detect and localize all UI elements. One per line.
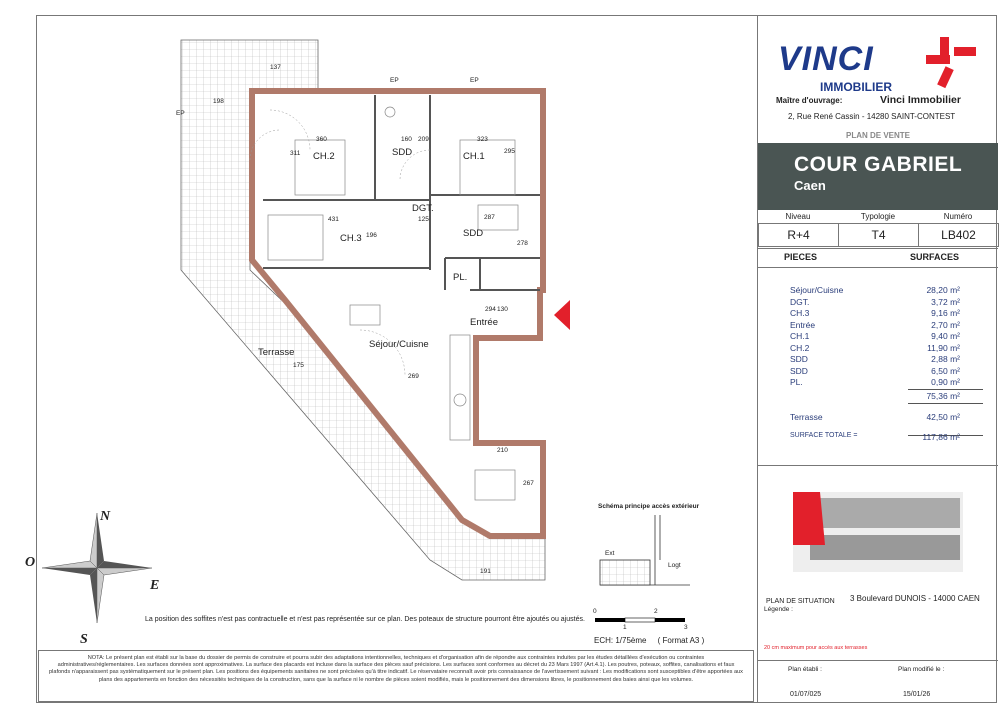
dim-294: 294 (485, 306, 496, 313)
legend-title: Légende : (764, 606, 793, 613)
surfaces-heading: SURFACES (910, 252, 960, 262)
dim-360: 360 (316, 136, 327, 143)
dim-287: 287 (484, 214, 495, 221)
room-row: CH.2 11,90 m² (790, 342, 960, 353)
situation-address: 3 Boulevard DUNOIS - 14000 CAEN (850, 594, 980, 603)
compass-e: E (150, 578, 160, 593)
scale-0: 0 (593, 608, 597, 615)
room-label-sdd2: SDD (463, 228, 484, 239)
room-label-sejour: Séjour/Cuisne (369, 339, 429, 350)
room-label-pl: PL. (453, 272, 468, 283)
dim-160: 160 (401, 136, 412, 143)
svg-text:IMMOBILIER: IMMOBILIER (820, 80, 892, 94)
room-row: SDD 2,88 m² (790, 354, 960, 364)
project-banner (758, 143, 998, 210)
scale-3: 3 (684, 624, 688, 631)
schema-title: Schéma principe accès extérieur (598, 503, 700, 510)
info-table (758, 211, 998, 247)
room-label-ch3: CH.3 (340, 233, 362, 244)
room-row: CH.1 9,40 m² (790, 331, 960, 341)
dim-295: 295 (504, 148, 515, 155)
compass-rose (42, 513, 152, 623)
dim-278: 278 (517, 240, 528, 247)
surfaces-header (758, 248, 998, 268)
schema-logt: Logt (668, 562, 681, 569)
compass-s: S (80, 632, 88, 647)
dim-198: 198 (213, 98, 224, 105)
dim-210: 210 (497, 447, 508, 454)
situation-label: PLAN DE SITUATION (766, 598, 835, 605)
owner-address: 2, Rue René Cassin - 14280 SAINT-CONTEST (788, 112, 956, 121)
room-row: SDD 6,50 m² (790, 365, 960, 376)
room-label-entree: Entrée (470, 317, 498, 328)
scale-bar (595, 618, 685, 622)
scale-label: ECH: 1/75ème ( Format A3 ) (594, 636, 705, 645)
room-label-dgt: DGT. (412, 203, 434, 214)
room-label-sdd1: SDD (392, 147, 413, 158)
scale-2: 2 (654, 608, 658, 615)
info-niveau: R+4 (758, 223, 839, 247)
dim-130: 130 (497, 306, 508, 313)
disclaimer-box: NOTA: Le présent plan est établi sur la base du dossier de permis de construire et pourra subir des adaptations intentionnelles, techniques et d'organisation afin de répondre aux contraintes induites par les études détaillées d'exécution ou contraintes administratives/réglementaires. Les surfaces données sont approximatives. La surface des placards est incluse dans la surface des pièces sauf précisions. Les surfaces sont conformes au décret du 23 Mars 1997 (Art.4.1). Les poutres, poteaux, soffites, canalisations et faux plafonds n'apparaissent pas systématiquement sur le présent plan. Les positions des équipements sanitaires ne sont précisées qu'à titre indicatif. Le réservataire reconnaît avoir pris connaissance de l'avertissement suivant : Les modifications sont susceptibles d'être apportées aux plans des appartements en fonction des nécessités techniques de la construction, sans que la surface ni le nombre de pièces soient modifiés, mais le positionnement des dimensions libres, le positionnement des baies ainsi que les volumes. (38, 650, 754, 702)
project-name: COUR GABRIEL (794, 153, 963, 176)
plan-established-date: 01/07/025 (790, 691, 822, 698)
dim-431: 431 (328, 216, 339, 223)
owner-label: Maître d'ouvrage: (776, 96, 843, 105)
compass-o: O (25, 555, 36, 570)
dim-ep3: EP (176, 110, 185, 117)
dim-267: 267 (523, 480, 534, 487)
dim-196: 196 (366, 232, 377, 239)
room-label-terrasse: Terrasse (258, 347, 295, 358)
room-row: CH.3 9,16 m² (790, 308, 960, 318)
project-city: Caen (794, 178, 826, 193)
rooms-list (790, 285, 960, 443)
dim-269: 269 (408, 373, 419, 380)
room-label-ch1: CH.1 (463, 151, 485, 162)
compass-n: N (100, 509, 111, 524)
info-header-niveau: Niveau (785, 212, 811, 221)
plan-modified-date: 15/01/26 (903, 691, 931, 698)
dim-125: 125 (418, 216, 429, 223)
room-row: PL. 0,90 m² (790, 377, 960, 387)
info-header-numero: Numéro (943, 212, 973, 221)
dim-ep1: EP (390, 77, 399, 84)
pieces-heading: PIECES (784, 252, 818, 262)
plan-modified-label: Plan modifié le : (898, 666, 945, 673)
legend-note: 20 cm maximum pour accès aux terrasses (764, 645, 868, 651)
scale-1: 1 (623, 624, 627, 631)
dim-137: 137 (270, 64, 281, 71)
dim-311: 311 (290, 150, 301, 157)
terrace-row: Terrasse 42,50 m² (790, 412, 960, 422)
soffite-note: La position des soffites n'est pas contractuelle et n'est pas représentée sur ce plan. Des poteaux de structure pourront être ajoutés ou ajustés. (145, 616, 585, 623)
info-typologie: T4 (838, 223, 919, 247)
room-row: DGT. 3,72 m² (790, 296, 960, 307)
schema-ext: Ext (605, 550, 615, 557)
entrance-arrow (554, 300, 570, 330)
info-header-typologie: Typologie (860, 212, 896, 221)
info-numero: LB402 (918, 223, 999, 247)
svg-text:VINCI: VINCI (778, 40, 874, 78)
room-label-ch2: CH.2 (313, 151, 335, 162)
dim-209: 209 (418, 136, 429, 143)
dim-323: 323 (477, 136, 488, 143)
owner-name: Vinci Immobilier (880, 94, 961, 106)
dim-175: 175 (293, 362, 304, 369)
title-block (757, 15, 997, 703)
dim-191: 191 (480, 568, 491, 575)
room-row: Séjour/Cuisne 28,20 m² (790, 285, 960, 295)
subtotal-row: 75,36 m² (926, 390, 960, 401)
room-row: Entrée 2,70 m² (790, 319, 960, 330)
doc-type: PLAN DE VENTE (845, 131, 910, 140)
plan-established-label: Plan établi : (788, 666, 822, 673)
dim-ep2: EP (470, 77, 479, 84)
total-row: SURFACE TOTALE = 117,86 m² (790, 431, 960, 442)
